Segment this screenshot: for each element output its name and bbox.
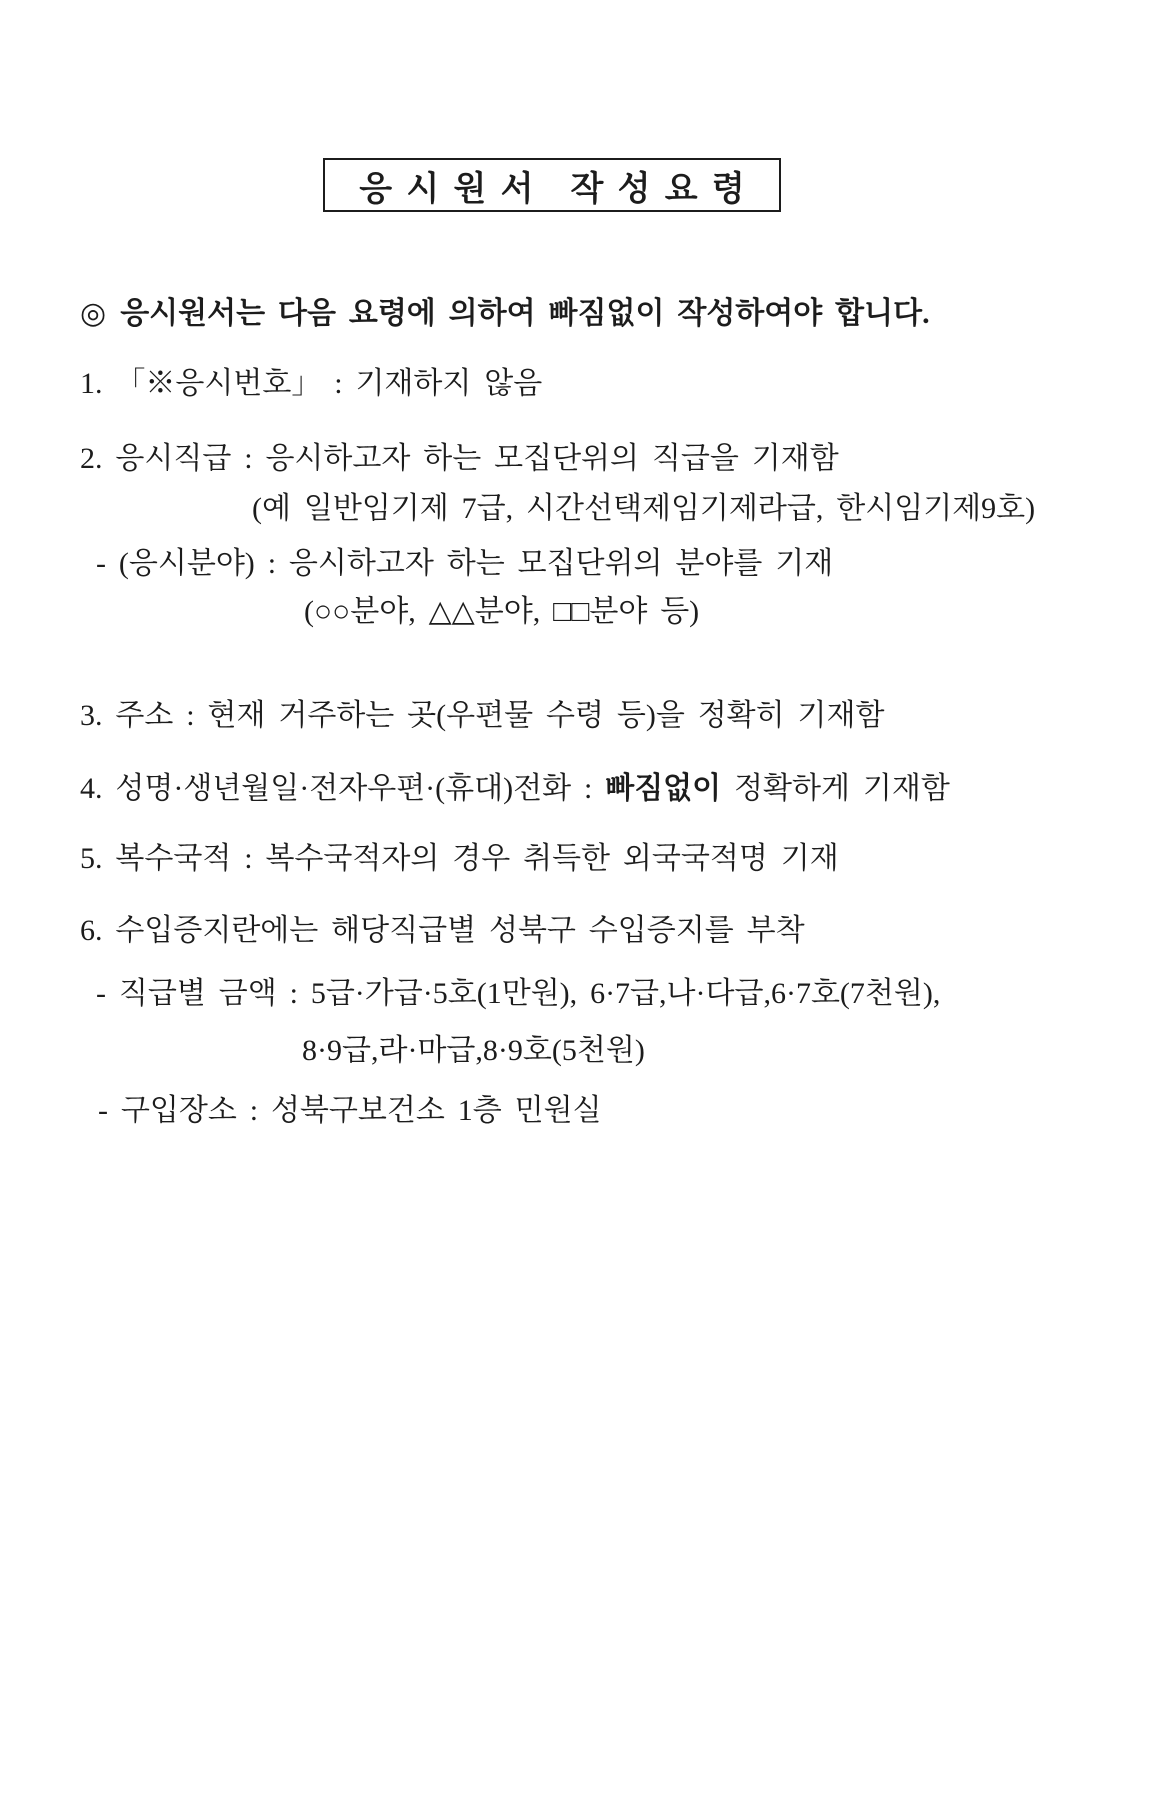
instruction-item-6-purchase-place: - 구입장소 : 성북구보건소 1층 민원실 xyxy=(98,1094,602,1127)
instruction-item-2-subitem: - (응시분야) : 응시하고자 하는 모집단위의 분야를 기재 xyxy=(96,547,834,580)
double-circle-bullet-icon: ◎ xyxy=(80,297,107,330)
instruction-item-3: 3. 주소 : 현재 거주하는 곳(우편물 수령 등)을 정확히 기재함 xyxy=(80,699,885,732)
instruction-item-6-price-line1: - 직급별 금액 : 5급·가급·5호(1만원), 6·7급,나·다급,6·7호(7천원), xyxy=(96,977,941,1010)
instruction-item-4-prefix: 4. 성명·생년월일·전자우편·(휴대)전화 : xyxy=(80,772,606,805)
instruction-item-1: 1. 「※응시번호」 : 기재하지 않음 xyxy=(80,367,543,400)
instruction-item-2-subitem-example: (○○분야, △△분야, □□분야 등) xyxy=(304,595,700,628)
instruction-item-4-emphasis: 빠짐없이 xyxy=(605,772,722,805)
intro-text: 응시원서는 다음 요령에 의하여 빠짐없이 작성하여야 합니다. xyxy=(120,297,930,330)
instruction-item-6: 6. 수입증지란에는 해당직급별 성북구 수입증지를 부착 xyxy=(80,914,805,947)
title-box xyxy=(323,158,781,212)
intro-line xyxy=(80,295,1130,333)
instruction-item-6-price-line2: 8·9급,라·마급,8·9호(5천원) xyxy=(302,1034,645,1067)
instruction-item-4 xyxy=(80,770,1130,808)
instruction-item-2: 2. 응시직급 : 응시하고자 하는 모집단위의 직급을 기재함 xyxy=(80,442,839,475)
instruction-item-4-suffix: 정확하게 기재함 xyxy=(721,772,950,805)
instruction-item-2-example: (예 일반임기제 7급, 시간선택제임기제라급, 한시임기제9호) xyxy=(252,492,1036,525)
instruction-item-5: 5. 복수국적 : 복수국적자의 경우 취득한 외국국적명 기재 xyxy=(80,842,839,875)
page-title: 응시원서 작성요령 xyxy=(359,170,760,208)
document-page xyxy=(0,158,1170,1812)
